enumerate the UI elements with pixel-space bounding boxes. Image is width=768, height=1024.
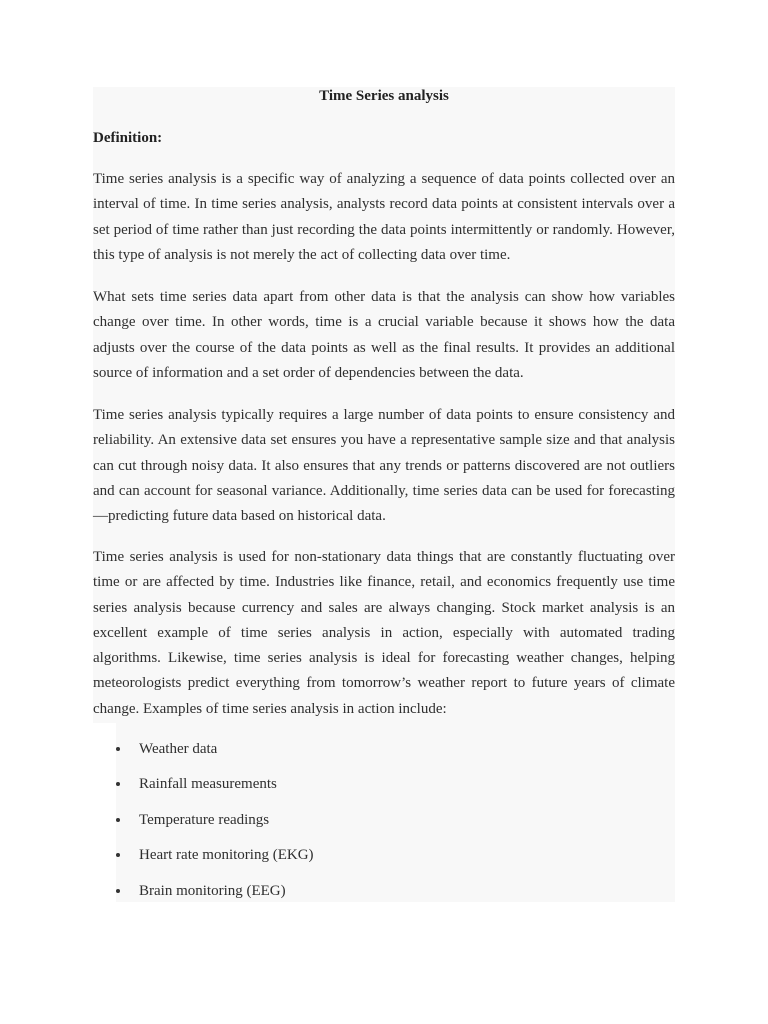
bullet-icon xyxy=(116,818,120,822)
list-item xyxy=(93,811,675,846)
list-item xyxy=(93,882,675,917)
paragraph-data-points: Time series analysis typically requires a large number of data points to ensure consistency and reliability. An extensive data set ensures you have a representative sample size and that analysis can cut through noisy data. It also ensures that any trends or patterns discovered are not outliers and can account for seasonal variance. Additionally, time series data can be used for forecasting—predicting future data based on historical data. xyxy=(93,407,675,525)
paragraph-variables: What sets time series data apart from other data is that the analysis can show how variables change over time. In other words, time is a crucial variable because it shows how the data adjusts over the course of the data points as well as the final results. It provides an additional source of information and a set order of dependencies between the data. xyxy=(93,289,675,381)
bullet-icon xyxy=(116,782,120,786)
list-item-label: Heart rate monitoring (EKG) xyxy=(139,847,314,864)
bullet-icon xyxy=(116,889,120,893)
list-item-label: Weather data xyxy=(139,741,218,757)
bullet-icon xyxy=(116,853,120,857)
document-title: Time Series analysis xyxy=(319,88,449,104)
list-item xyxy=(93,775,675,810)
list-item xyxy=(93,740,675,775)
list-item-label: Brain monitoring (EEG) xyxy=(139,882,286,899)
definition-heading: Definition: xyxy=(93,130,163,146)
list-item-label: Rainfall measurements xyxy=(139,776,277,793)
paragraph-definition: Time series analysis is a specific way of analyzing a sequence of data points collected over an interval of time. In time series analysis, analysts record data points at consistent intervals over a set period of time rather than just recording the data points intermittently or randomly. However, this type of analysis is not merely the act of collecting data over time. xyxy=(93,171,675,263)
list-item xyxy=(93,846,675,881)
bullet-icon xyxy=(116,747,120,751)
paragraph-usage: Time series analysis is used for non-stationary data things that are constantly fluctuating over time or are affected by time. Industries like finance, retail, and economics frequently use time series analysis because currency and sales are always changing. Stock market analysis is an excellent example of time series analysis in action, especially with automated trading algorithms. Likewise, time series analysis is ideal for forecasting weather changes, helping meteorologists predict everything from tomorrow’s weather report to future years of climate change. Examples of time series analysis in action include: xyxy=(93,549,675,717)
list-item-label: Temperature readings xyxy=(139,811,270,828)
document-content xyxy=(93,87,675,902)
examples-list xyxy=(93,740,675,917)
